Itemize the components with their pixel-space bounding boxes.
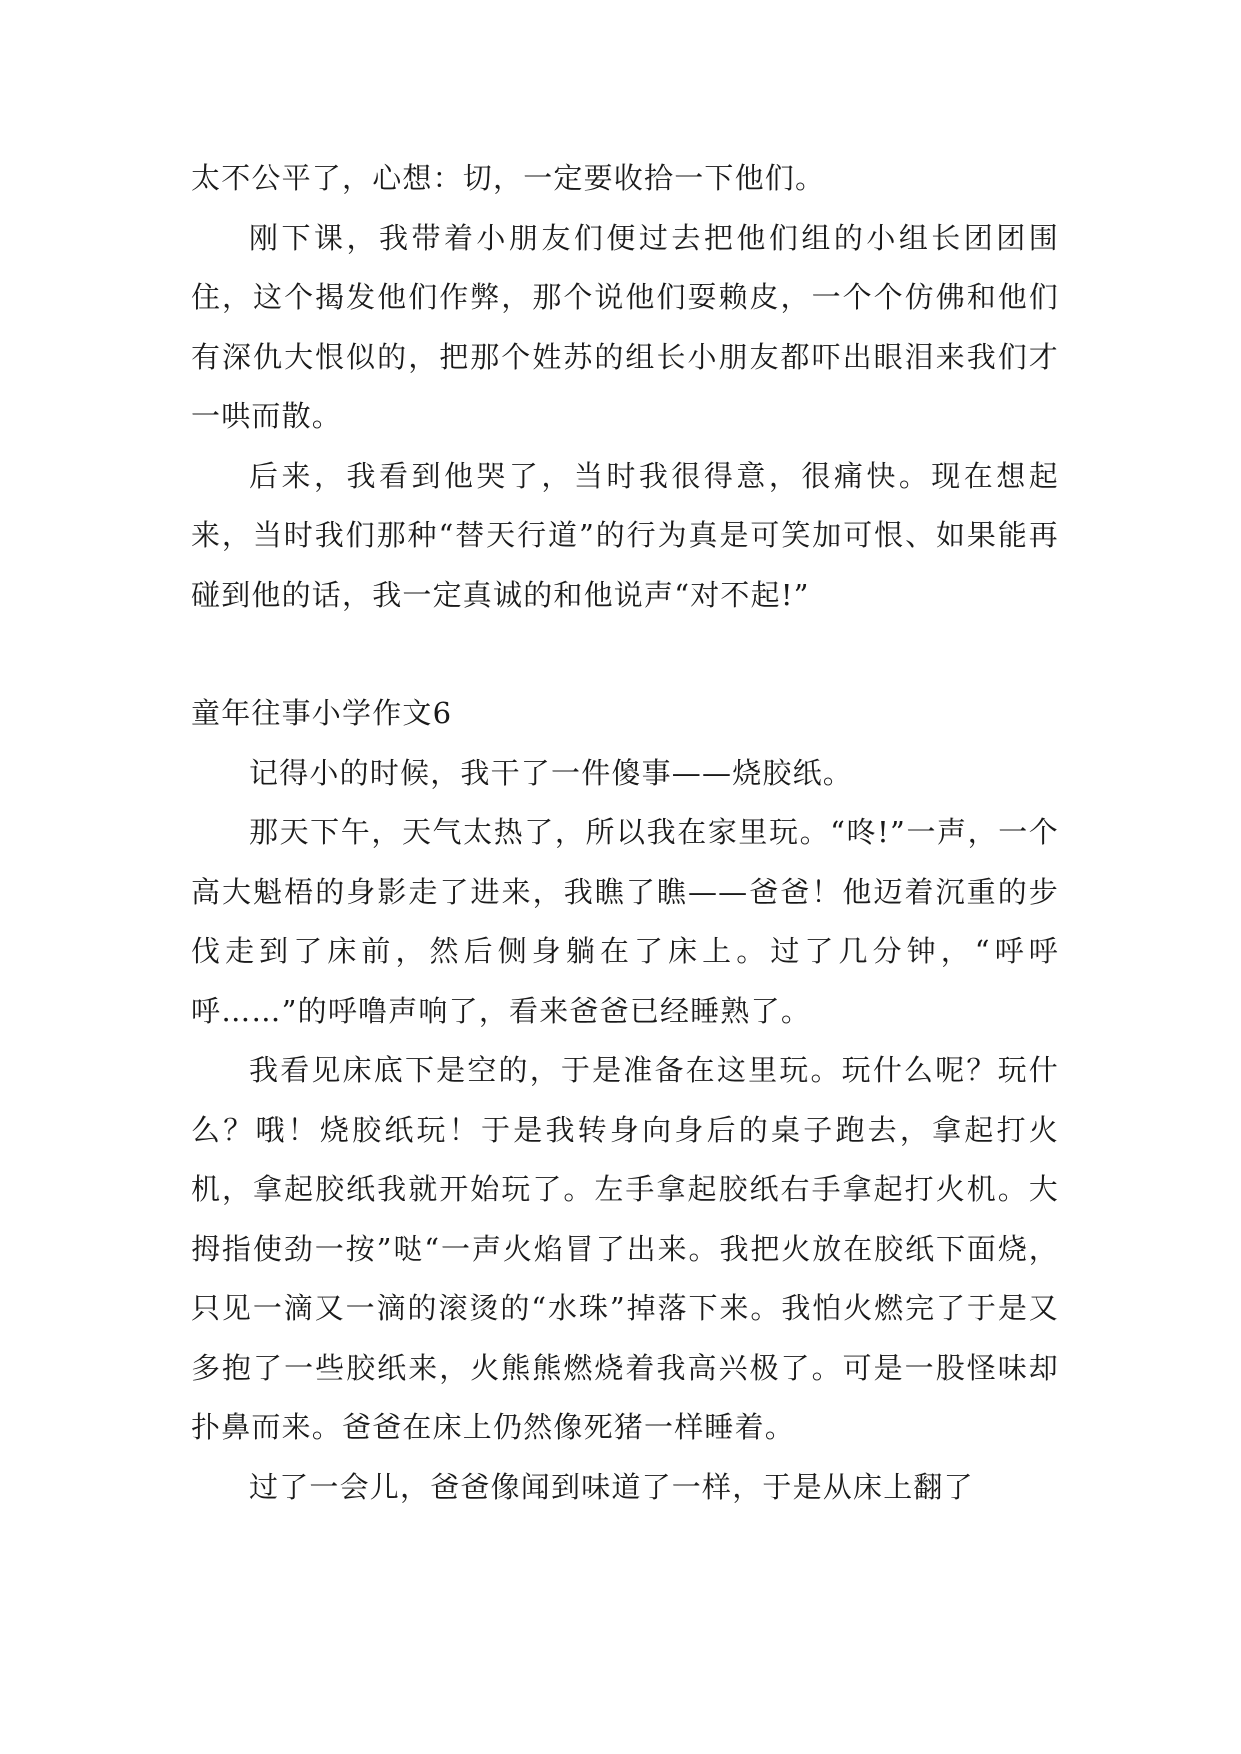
paragraph: 太不公平了，心想：切，一定要收拾一下他们。 — [191, 161, 826, 195]
section-title: 童年往事小学作文6 — [191, 696, 453, 730]
paragraph: 记得小的时候，我干了一件傻事——烧胶纸。 — [249, 755, 854, 790]
paragraph: 我看见床底下是空的，于是准备在这里玩。玩什么呢？玩什么？哦！烧胶纸玩！于是我转身向身后的桌子跑去，拿起打火机，拿起胶纸我就开始玩了。左手拿起胶纸右手拿起打火机。大拇指使劲一按”哒“一声火焰冒了出来。我把火放在胶纸下面烧，只见一滴又一滴的滚烫的“水珠”掉落下来。我怕火燃完了于是又多抱了一些胶纸来，火熊熊燃烧着我高兴极了。可是一股怪味却扑鼻而来。爸爸在床上仍然像死猪一样睡着。 — [191, 1053, 1059, 1444]
document-body — [191, 149, 1059, 1517]
paragraph: 那天下午，天气太热了，所以我在家里玩。“咚!”一声，一个高大魁梧的身影走了进来，我瞧了瞧——爸爸！他迈着沉重的步伐走到了床前，然后侧身躺在了床上。过了几分钟，“呼呼呼……”的呼噜声响了，看来爸爸已经睡熟了。 — [191, 815, 1060, 1028]
paragraph: 刚下课，我带着小朋友们便过去把他们组的小组长团团围住，这个揭发他们作弊，那个说他们耍赖皮，一个个仿佛和他们有深仇大恨似的，把那个姓苏的组长小朋友都吓出眼泪来我们才一哄而散。 — [191, 220, 1059, 433]
paragraph: 后来，我看到他哭了，当时我很得意，很痛快。现在想起来，当时我们那种“替天行道”的行为真是可笑加可恨、如果能再碰到他的话，我一定真诚的和他说声“对不起!” — [191, 458, 1059, 612]
paragraph: 过了一会儿，爸爸像闻到味道了一样，于是从床上翻了 — [249, 1469, 974, 1504]
